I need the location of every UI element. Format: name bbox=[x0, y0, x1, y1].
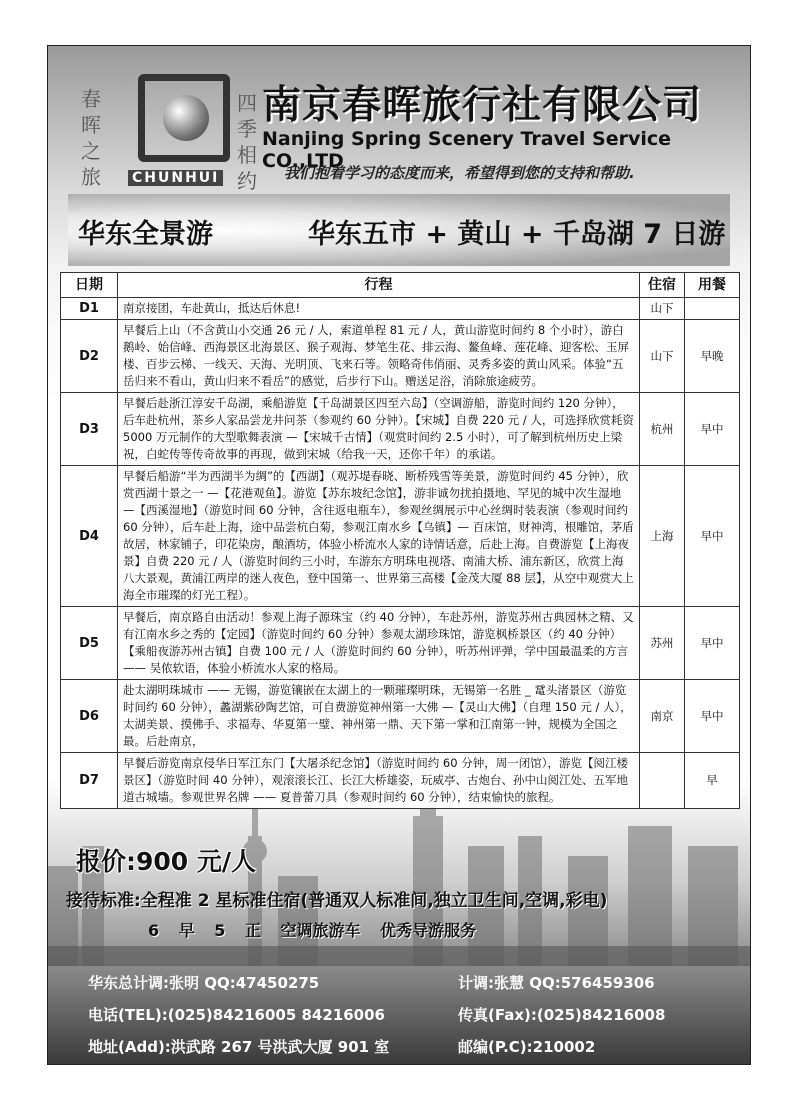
company-name-cn: 南京春晖旅行社有限公司 bbox=[262, 83, 703, 128]
postcode-contact: 邮编(P.C):210002 bbox=[458, 1038, 596, 1056]
itinerary-cell: 赴太湖明珠城市 —— 无锡，游览镶嵌在太湖上的一颗璀璨明珠，无锡第一名胜 _ 鼋头渚景区（游览时间约 60 分钟），蠡湖紫砂陶艺馆，可自费游览神州第一大佛 —【灵山大佛】（自理 150 元 / 人），太湖美景、摸佛手、求福寿、华夏第一璧、神州第一鼎、天下第一掌和江南第一钟，规模为全国之最。后赴南京， bbox=[118, 680, 640, 753]
tour-title-sub: 华东五市 + 黄山 + 千岛湖 7 日游 bbox=[308, 219, 726, 250]
fax-contact: 传真(Fax):(025)84216008 bbox=[458, 1006, 666, 1024]
slogan: 我们抱着学习的态度而来，希望得到您的支持和帮助. bbox=[284, 164, 635, 182]
stay-cell: 杭州 bbox=[640, 393, 685, 466]
company-logo bbox=[76, 68, 266, 193]
stay-cell bbox=[640, 753, 685, 809]
table-row bbox=[61, 298, 740, 320]
day-cell: D4 bbox=[61, 466, 118, 607]
stay-cell: 山下 bbox=[640, 320, 685, 393]
table-header-row bbox=[61, 273, 740, 298]
meals-cell: 早晚 bbox=[685, 320, 740, 393]
day-cell: D2 bbox=[61, 320, 118, 393]
header-stay: 住宿 bbox=[640, 273, 685, 298]
header-day: 日期 bbox=[61, 273, 118, 298]
day-cell: D1 bbox=[61, 298, 118, 320]
accommodation-standard: 接待标准:全程准 2 星标准住宿(普通双人标准间,独立卫生间,空调,彩电) bbox=[66, 891, 608, 911]
table-row bbox=[61, 320, 740, 393]
logo-left-text: 春 晖 之 旅 bbox=[81, 87, 101, 189]
planner-1-contact: 华东总计调:张明 QQ:47450275 bbox=[88, 974, 320, 992]
company-name-en: Nanjing Spring Scenery Travel Service CO.,LTD bbox=[262, 128, 671, 172]
stay-cell: 山下 bbox=[640, 298, 685, 320]
day-cell: D7 bbox=[61, 753, 118, 809]
table-row bbox=[61, 393, 740, 466]
phone-contact: 电话(TEL):(025)84216005 84216006 bbox=[88, 1006, 385, 1024]
stay-cell: 苏州 bbox=[640, 607, 685, 680]
address-contact: 地址(Add):洪武路 267 号洪武大厦 901 室 bbox=[88, 1038, 390, 1056]
price-text: 报价:900 元/人 bbox=[76, 847, 257, 876]
itinerary-cell: 早餐后，南京路自由活动！参观上海子源珠宝（约 40 分钟），车赴苏州，游览苏州古典园林之精、又有江南水乡之秀的【定园】（游览时间约 60 分钟）参观太湖珍珠馆，游览枫桥景区（约 40 分钟）【乘船夜游苏州古镇】自费 100 元 / 人（游览时间约 60 分钟），听苏州评弹，学中国最温柔的方言 —— 吴侬软语，体验小桥流水人家的格局。 bbox=[118, 607, 640, 680]
itinerary-cell: 早餐后船游“半为西湖半为绸”的【西湖】（观苏堤春晓、断桥残雪等美景，游览时间约 45 分钟），欣赏西湖十景之一 —【花港观鱼】。游览【苏东坡纪念馆】，游非诚勿扰拍摄地、罕见的城中次生湿地 —【西溪湿地】（游览时间 60 分钟，含往返电瓶车），参观丝绸展示中心丝绸时装表演（参观时间约 60 分钟），后车赴上海，途中品尝杭白菊，参观江南水乡【乌镇】— 百床馆，财神湾，根雕馆，茅盾故居，林家铺子，印花染房，酿酒坊，体验小桥流水人家的诗情话意，后赴上海。自费游览【上海夜景】自费 220 元 / 人（游览时间约三小时，车游东方明珠电视塔、南浦大桥、浦东新区，欣赏上海八大景观，黄浦江两岸的迷人夜色，登中国第一、世界第三高楼【金茂大厦 88 层】，从空中观赏大上海全市璀璨的灯光工程）。 bbox=[118, 466, 640, 607]
itinerary-table bbox=[60, 272, 740, 809]
meals-cell: 早 bbox=[685, 753, 740, 809]
meals-cell: 早中 bbox=[685, 607, 740, 680]
table-row bbox=[61, 753, 740, 809]
included-services: 6 早 5 正 空调旅游车 优秀导游服务 bbox=[148, 921, 477, 940]
meals-cell: 早中 bbox=[685, 466, 740, 607]
tour-flyer bbox=[47, 45, 751, 1065]
tour-title-main: 华东全景游 bbox=[78, 219, 213, 250]
planner-2-contact: 计调:张慧 QQ:576459306 bbox=[458, 974, 655, 992]
header-meals: 用餐 bbox=[685, 273, 740, 298]
logo-right-text: 四 季 相 约 bbox=[237, 91, 257, 193]
itinerary-cell: 早餐后游览南京侵华日军江东门【大屠杀纪念馆】（游览时间约 60 分钟，周一闭馆），游览【阅江楼景区】（游览时间 40 分钟），观滚滚长江、长江大桥雄姿，玩威亭、古炮台、孙中山阅江处、五军地道古城墙。参观世界名牌 —— 夏普蕾刀具（参观时间约 60 分钟），结束愉快的旅程。 bbox=[118, 753, 640, 809]
itinerary-cell: 早餐后上山（不含黄山小交通 26 元 / 人，索道单程 81 元 / 人，黄山游览时间约 8 个小时），游白鹅岭、始信峰、西海景区北海景区、猴子观海、梦笔生花、排云海、鳌鱼峰、莲花峰、迎客松、玉屏楼、百步云梯、一线天、天海、光明顶、飞来石等。领略奇伟俏丽、灵秀多姿的黄山风采。体验“五岳归来不看山，黄山归来不看岳”的感觉，后步行下山。赠送足浴，消除旅途疲劳。 bbox=[118, 320, 640, 393]
itinerary-cell: 早餐后赴浙江淳安千岛湖，乘船游览【千岛湖景区四至六岛】（空调游船，游览时间约 120 分钟），后车赴杭州，茶乡人家品尝龙井问茶（参观约 60 分钟）。【宋城】自费 220 元 / 人，可选择欣赏耗资 5000 万元制作的大型歌舞表演 —【宋城千古情】（观赏时间约 2.5 小时），可了解到杭州历史上梁祝，白蛇传等传奇故事的再现，做到宋城（给我一天，还你千年）的承诺。 bbox=[118, 393, 640, 466]
day-cell: D3 bbox=[61, 393, 118, 466]
stay-cell: 上海 bbox=[640, 466, 685, 607]
logo-brand-text: CHUNHUI bbox=[128, 170, 223, 186]
meals-cell: 早中 bbox=[685, 680, 740, 753]
table-row bbox=[61, 680, 740, 753]
itinerary-cell: 南京接团，车赴黄山，抵达后休息! bbox=[118, 298, 640, 320]
globe-icon bbox=[163, 95, 209, 141]
day-cell: D5 bbox=[61, 607, 118, 680]
meals-cell bbox=[685, 298, 740, 320]
table-row bbox=[61, 607, 740, 680]
stay-cell: 南京 bbox=[640, 680, 685, 753]
day-cell: D6 bbox=[61, 680, 118, 753]
header-itinerary: 行程 bbox=[118, 273, 640, 298]
meals-cell: 早中 bbox=[685, 393, 740, 466]
logo-mark bbox=[138, 74, 230, 162]
table-row bbox=[61, 466, 740, 607]
